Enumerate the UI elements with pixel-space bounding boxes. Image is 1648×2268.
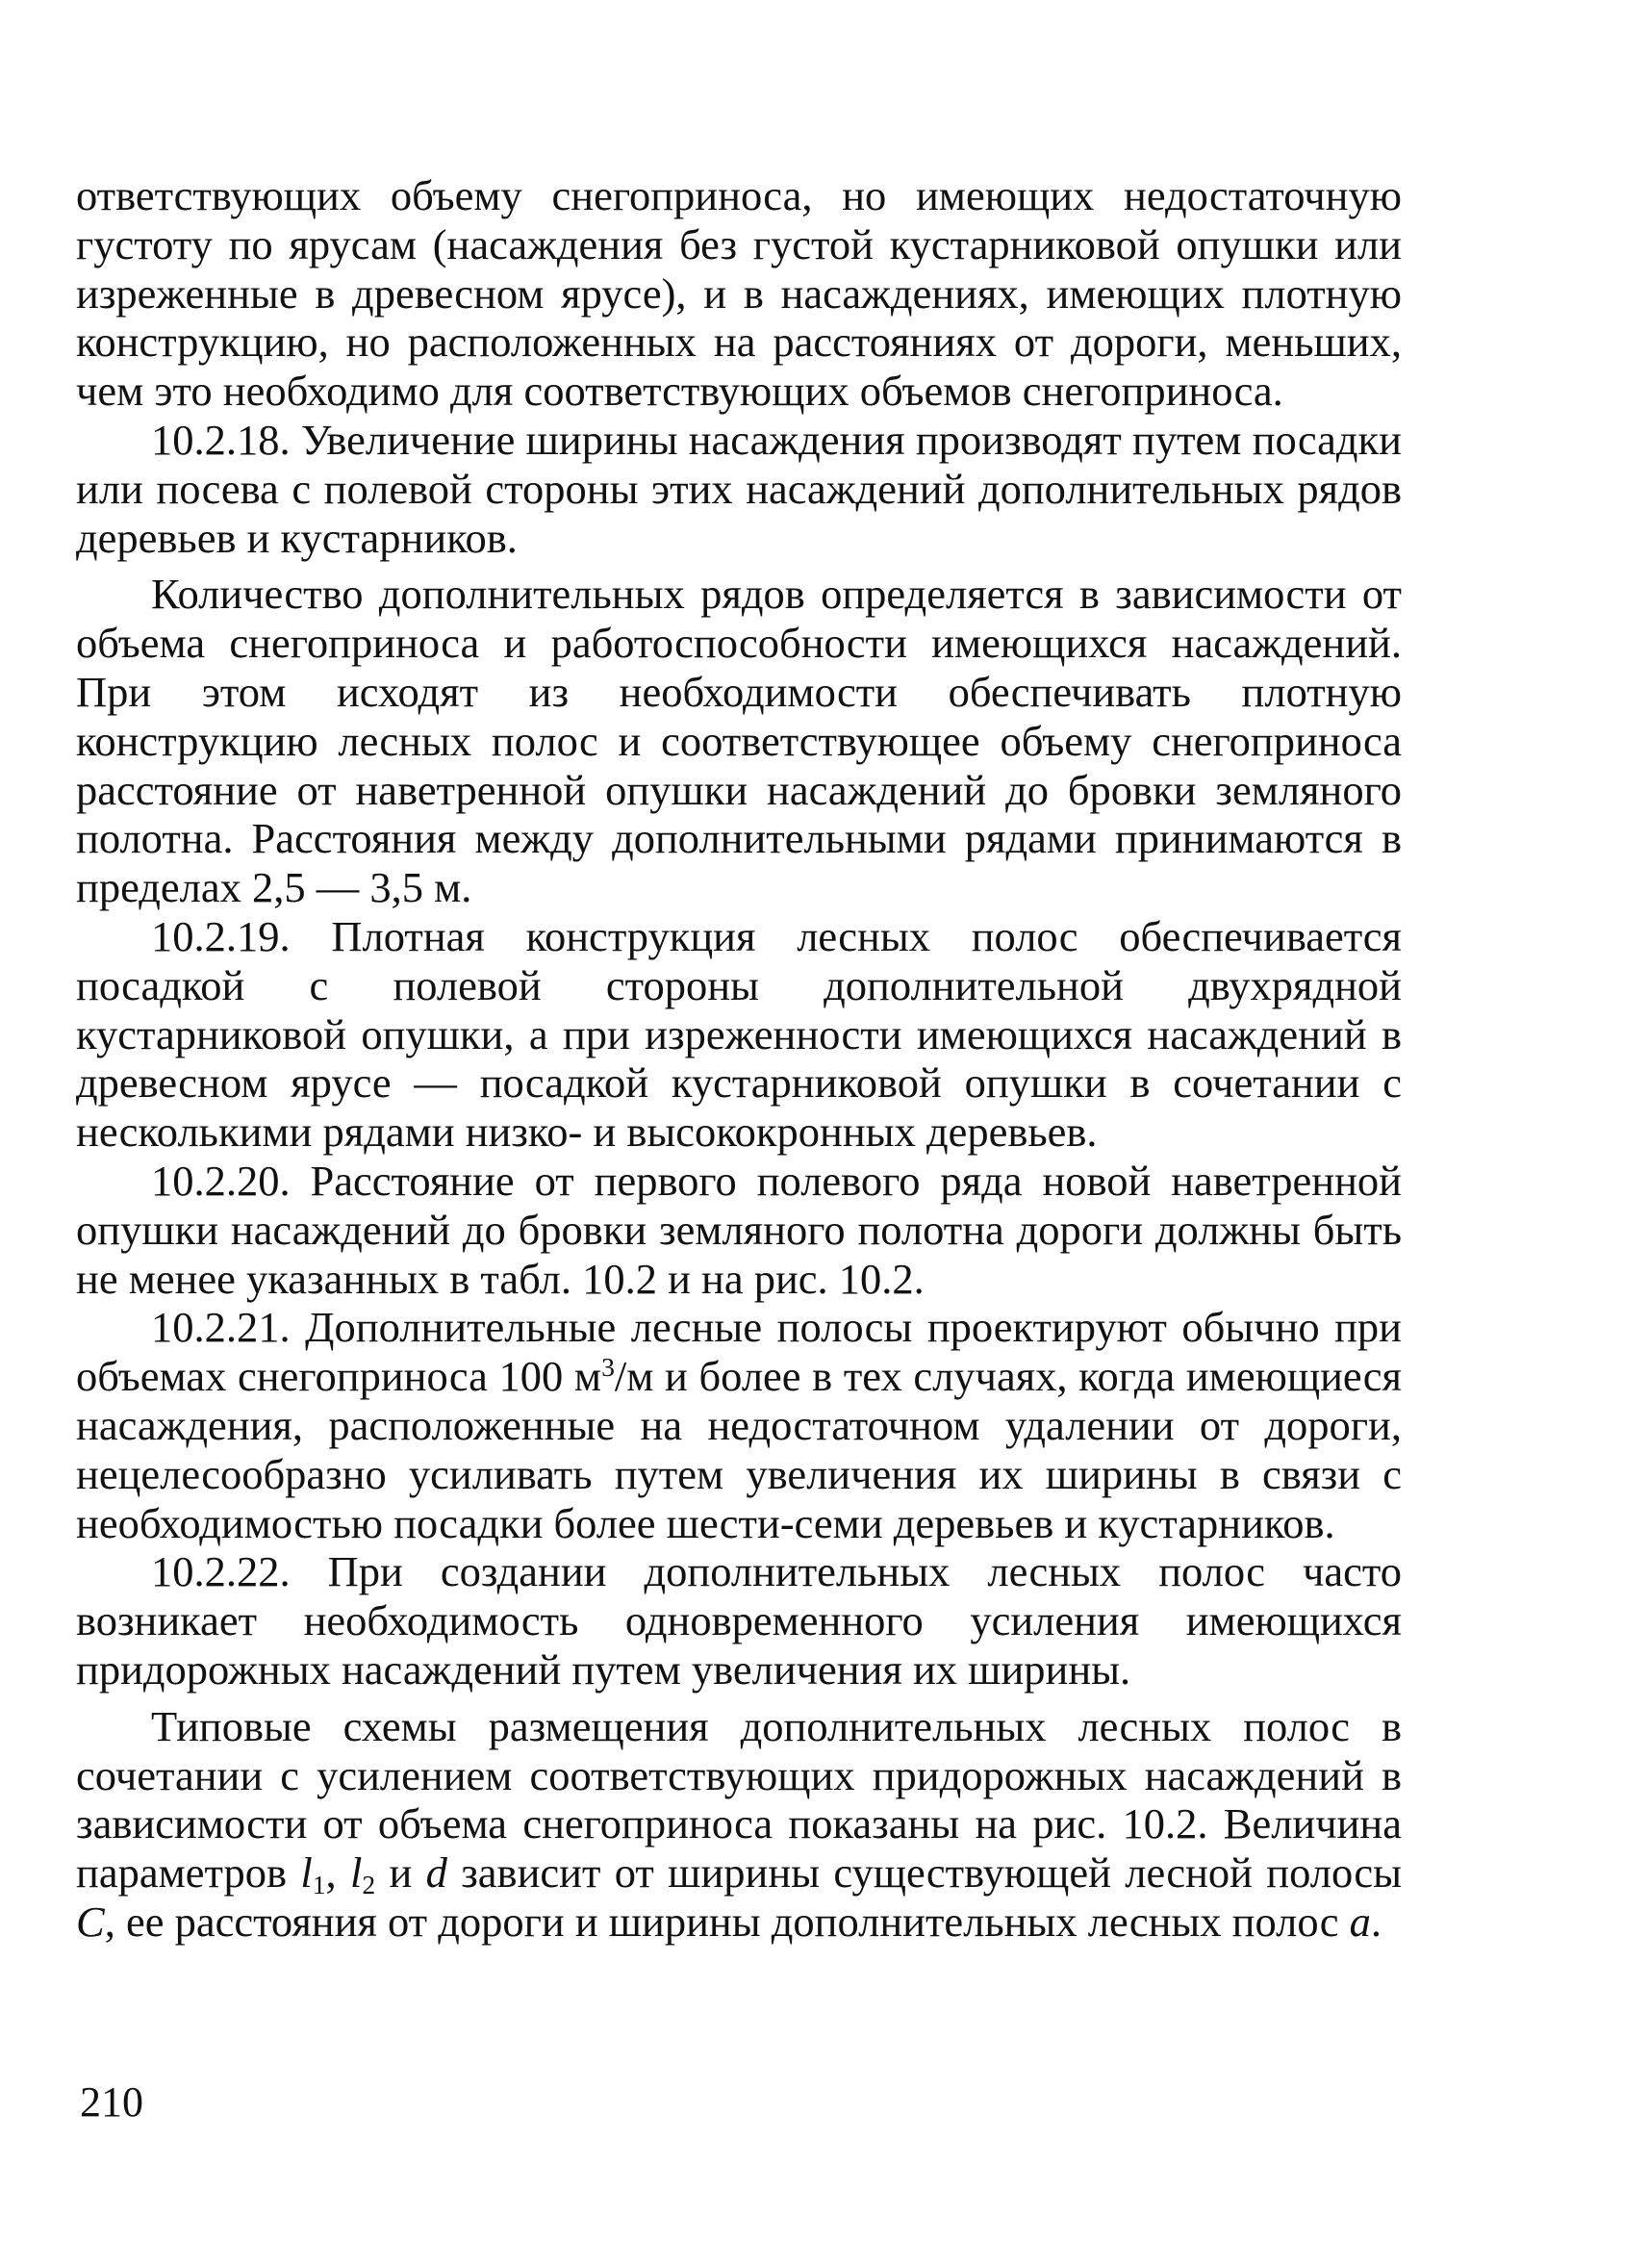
page-body xyxy=(76,171,1402,1947)
text-fragment: Типовые схемы размещения дополнительных лесных полос в сочетании с усилением соответствующих придорожных насаждений в зависимости от объема снегоприноса показаны на рис. 10.2. Величина параметров xyxy=(76,1701,1402,1898)
variable-l1: l xyxy=(300,1848,313,1898)
page-number: 210 xyxy=(80,2078,143,2126)
variable-a: a xyxy=(1349,1897,1371,1946)
text-fragment: . xyxy=(1370,1897,1382,1946)
paragraph-10-2-19: 10.2.19. Плотная конструкция лесных полос обеспечивается посадкой с полевой стороны дополнительной двухрядной кустарниковой опушки, а при изреженности имеющихся насаждений в древесном ярусе — посадкой кустарниковой опушки в сочетании с несколькими рядами низко- и высококронных деревьев. xyxy=(76,911,1402,1157)
variable-c: C xyxy=(76,1897,105,1946)
paragraph-10-2-22: 10.2.22. При создании дополнительных лесных полос часто возникает необходимость одновременного усиления имеющихся придорожных насаждений путем увеличения их ширины. xyxy=(76,1547,1402,1694)
text-fragment: , ее расстояния от дороги и ширины дополнительных лесных полос xyxy=(104,1897,1350,1946)
text-fragment: 10.2.21. Дополнительные лесные полосы проектируют обычно при объемах снегоприноса 100 м xyxy=(76,1303,1402,1401)
text-fragment: зависит от ширины существующей лесной полосы xyxy=(446,1848,1402,1898)
superscript: 3 xyxy=(601,1351,615,1382)
paragraph-10-2-21 xyxy=(76,1303,1402,1547)
subscript: 2 xyxy=(362,1869,376,1899)
text-fragment: , xyxy=(325,1848,350,1898)
variable-d: d xyxy=(425,1848,447,1898)
paragraph-additional-rows: Количество дополнительных рядов определяется в зависимости от объема снегоприноса и работоспособности имеющихся насаждений. При этом исходят из необходимости обеспечивать плотную конструкцию лесных полос и соответствующее объему снегоприноса расстояние от наветренной опушки насаждений до бровки земляного полотна. Расстояния между дополнительными рядами принимаются в пределах 2,5 — 3,5 м. xyxy=(76,570,1402,912)
paragraph-continuation: ответствующих объему снегоприноса, но имеющих недостаточную густоту по ярусам (насаждения без густой кустарниковой опушки или изреженные в древесном ярусе), и в насаждениях, имеющих плотную конструкцию, но расположенных на расстояниях от дороги, меньших, чем это необходимо для соответствующих объемов снегоприноса. xyxy=(76,171,1402,416)
subscript: 1 xyxy=(312,1869,326,1899)
paragraph-typical-schemes xyxy=(76,1702,1402,1947)
text-fragment: и xyxy=(375,1848,426,1898)
text-fragment: /м и более в тех случаях, когда имеющиеся насаждения, расположенные на недостаточном удалении от дороги, нецелесообразно усиливать путем увеличения их ширины в связи с необходимостью посадки более шести-семи деревьев и кустарников. xyxy=(76,1352,1402,1547)
paragraph-10-2-20: 10.2.20. Расстояние от первого полевого ряда новой наветренной опушки насаждений до бровки земляного полотна дороги должны быть не менее указанных в табл. 10.2 и на рис. 10.2. xyxy=(76,1156,1402,1303)
paragraph-10-2-18: 10.2.18. Увеличение ширины насаждения производят путем посадки или посева с полевой стороны этих насаждений дополнительных рядов деревьев и кустарников. xyxy=(76,415,1402,562)
variable-l2: l xyxy=(349,1848,363,1898)
